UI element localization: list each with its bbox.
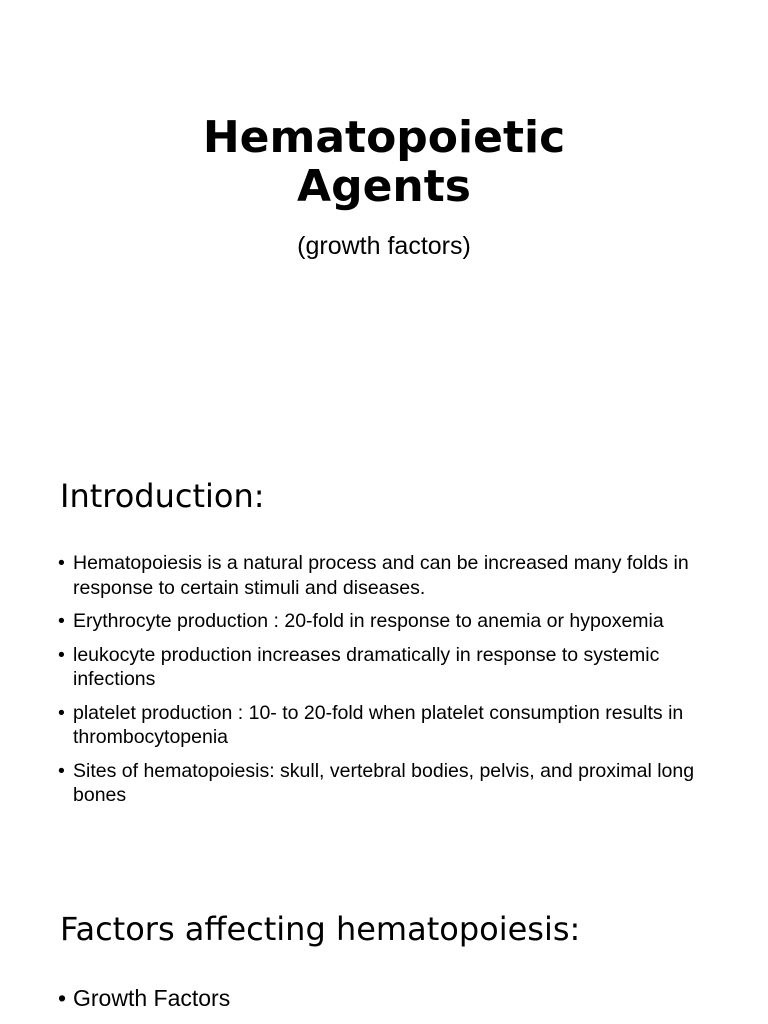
slide-title <box>0 113 768 211</box>
list-item <box>58 609 718 634</box>
introduction-bullet-list <box>58 551 718 817</box>
bullet-text: leukocyte production increases dramatically in response to systemic infections <box>73 643 660 690</box>
bullet-text: platelet production : 10- to 20-fold when platelet consumption results in thrombocytopenia <box>73 701 684 748</box>
list-item <box>58 983 718 1013</box>
slide-title-line-2: Agents <box>297 161 471 212</box>
bullet-icon: • <box>58 701 65 724</box>
bullet-icon: • <box>58 985 67 1011</box>
factors-slide <box>0 864 768 1024</box>
bullet-text: Hematopoiesis is a natural process and can be increased many folds in response to certain stimuli and diseases. <box>73 552 689 599</box>
bullet-icon: • <box>58 643 65 666</box>
title-slide <box>0 0 768 432</box>
introduction-slide <box>0 432 768 864</box>
slide-title-line-1: Hematopoietic <box>202 112 566 163</box>
bullet-icon: • <box>58 610 65 632</box>
bullet-text: Sites of hematopoiesis: skull, vertebral bodies, pelvis, and proximal long bones <box>73 759 695 806</box>
factors-heading: Factors affecting hematopoiesis: <box>60 910 581 948</box>
bullet-icon: • <box>58 552 65 574</box>
introduction-heading: Introduction: <box>60 477 265 515</box>
slide-subtitle: (growth factors) <box>297 232 471 260</box>
bullet-icon: • <box>58 759 65 782</box>
list-item <box>58 701 718 750</box>
bullet-text: Erythrocyte production : 20-fold in response to anemia or hypoxemia <box>73 610 664 632</box>
bullet-text: Growth Factors <box>73 985 231 1011</box>
list-item <box>58 551 718 600</box>
factors-bullet-list <box>58 983 718 1013</box>
list-item <box>58 759 718 808</box>
list-item <box>58 643 718 692</box>
